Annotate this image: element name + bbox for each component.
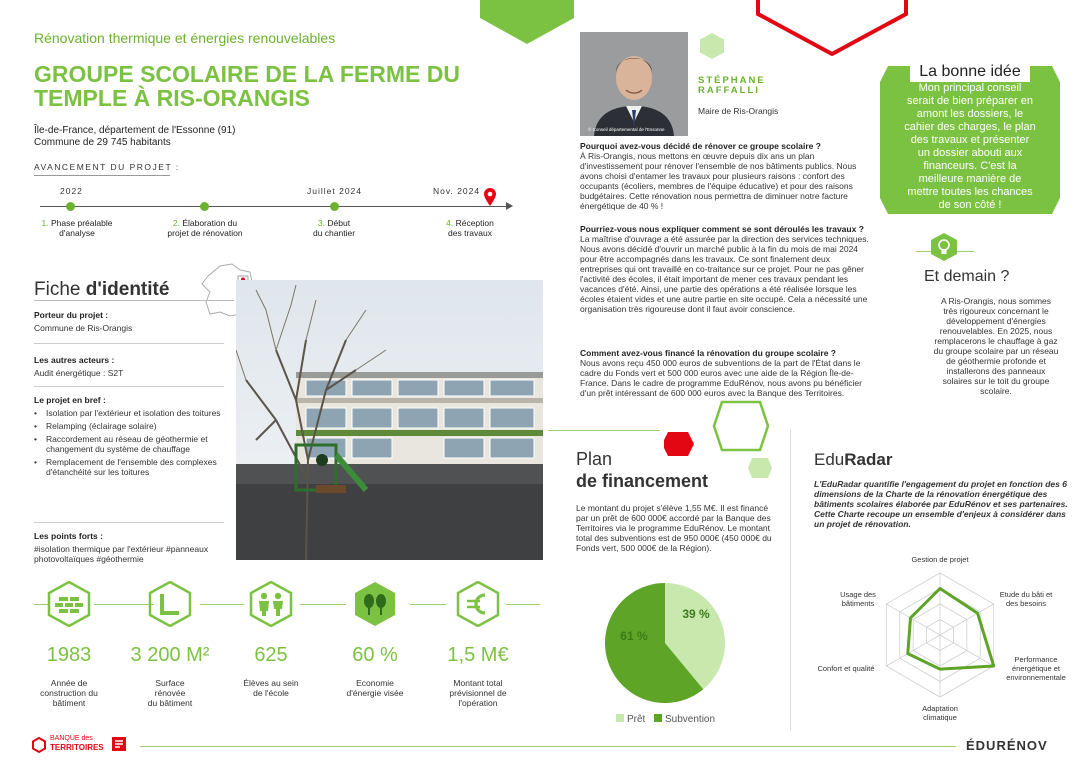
text-line: un dossier abouti aux <box>917 147 1023 159</box>
step-text: Début <box>327 218 351 228</box>
legend-label: Subvention <box>665 714 716 725</box>
text-line: serait de bien préparer en <box>907 95 1033 107</box>
timeline-dot <box>330 202 339 211</box>
surface-icon <box>147 581 193 627</box>
timeline-date: Nov. 2024 <box>433 186 481 196</box>
financing-pie-chart <box>600 578 730 708</box>
radar-label-line: climatique <box>923 713 957 722</box>
timeline-date: Juillet 2024 <box>307 186 363 196</box>
location-info <box>34 125 235 149</box>
divider <box>34 522 224 523</box>
step-text: Phase préalable <box>51 218 113 228</box>
radar-axis-label <box>990 590 1062 608</box>
photo-credit: © Conseil départemental de l'Essonne <box>588 127 665 132</box>
stat-label <box>325 678 425 698</box>
forts-block <box>34 531 224 564</box>
text-line: du groupe scolaire par un réseau <box>933 346 1059 356</box>
acteurs-block <box>34 355 224 378</box>
fiche-title <box>34 279 169 301</box>
timeline-dot <box>200 202 209 211</box>
fiche-title-light: Fiche <box>34 279 86 300</box>
text-line: meilleure manière de <box>918 173 1022 185</box>
radar-label-line: Etude du bâti et <box>999 590 1053 599</box>
list-item: • Remplacement de l'ensemble des complexes d'étanchéité sur les toitures <box>34 457 224 477</box>
stat-label-line: d'énergie visée <box>346 688 404 698</box>
question: Pourquoi avez-vous décidé de rénover ce groupe scolaire ? <box>580 141 821 151</box>
radar-label-line: environnementale <box>1006 673 1066 682</box>
bref-list <box>34 408 224 477</box>
timeline-line <box>40 206 510 207</box>
step-text: projet de rénovation <box>167 228 243 238</box>
step-number: 2. <box>172 218 180 228</box>
forts-value: #isolation thermique par l'extérieur #panneaux photovoltaïques #géothermie <box>34 544 209 564</box>
bdt-big-text: TERRITOIRES <box>50 743 104 752</box>
bdt-small-text: BANQUE des <box>50 735 93 742</box>
stat-label-line: Surface <box>155 678 185 688</box>
text-line: scolaire. <box>980 386 1012 396</box>
answer: À Ris-Orangis, nous mettons en œuvre depuis dix ans un plan d'investissement pour rénover l'ensemble de nos bâtiments publics. Nous avons choisi d'entamer les travaux pour plusieurs raisons : confort des occupants (écoliers, membres de l'équipe éducative) et pour des raisons budgétaires. Cette rénovation nous permettra de diminuer notre facture énergétique de 40 % ! <box>580 151 857 211</box>
timeline-dot <box>66 202 75 211</box>
step-text: du chantier <box>312 228 356 238</box>
last-name: RAFFALLI <box>698 85 760 96</box>
text-line: financeurs. C'est la <box>923 160 1017 172</box>
euro-icon <box>455 581 501 627</box>
radar-axis-label <box>900 555 980 564</box>
text-line: amont les dossiers, le <box>916 108 1024 120</box>
stat-label <box>428 678 528 708</box>
stat-label-line: rénovée <box>154 688 186 698</box>
stat-label <box>120 678 220 708</box>
children-icon <box>248 581 294 627</box>
text-line: très rigoureux concernant le <box>943 306 1049 316</box>
fiche-underline <box>34 300 234 301</box>
answer: Nous avons reçu 450 000 euros de subventions de la part de l'État dans le cadre du Fonds vert et 500 000 euros avec une aide de la Région Île-de-France. Dans le cadre de programme EduRénov, nous avons pu bénéficier d'un prêt intéressant de 600 000 euros avec la Banque des Territoires. <box>580 358 862 398</box>
list-item: • Isolation par l'extérieur et isolation des toitures <box>34 408 224 418</box>
qa-block <box>580 141 870 211</box>
interviewee-role: Maire de Ris-Orangis <box>698 106 779 116</box>
text-line: A Ris-Orangis, nous sommes <box>940 296 1052 306</box>
timeline-step <box>415 218 525 238</box>
stats-divider <box>410 604 446 605</box>
text-line: mettre toutes les chances <box>907 186 1033 198</box>
green-hexagon-shape <box>480 0 574 46</box>
radar-label-line: énergétique et <box>1012 664 1060 673</box>
text-line: installerons des panneaux <box>946 366 1046 376</box>
radar-label-line: des besoins <box>1005 599 1047 608</box>
qa-block <box>580 224 870 314</box>
acteurs-value: Audit énergétique : S2T <box>34 368 124 378</box>
porteur-heading: Porteur du projet : <box>34 310 109 320</box>
page-title: GROUPE SCOLAIRE DE LA FERME DU TEMPLE À RIS-ORANGIS <box>34 61 460 111</box>
stat-label-line: prévisionnel de <box>449 688 507 698</box>
divider <box>34 343 224 344</box>
stat-label-line: de l'école <box>253 688 289 698</box>
qa-block <box>580 348 870 398</box>
radar-axis-label <box>900 704 980 722</box>
plan-text: Le montant du projet s'élève 1,55 M€. Il est financé par un prêt de 600 000€ accordé par la Banque des Territoires via le programme EduRénov. Le montant total des subventions est de 950 000€ (450 000€ du Fonds vert, 500 000€ de la Région). <box>576 503 772 553</box>
step-text: Élaboration du <box>182 218 238 228</box>
radar-label-line: Performance <box>1014 655 1058 664</box>
stat-label-line: l'opération <box>458 698 498 708</box>
pie-slice-label: 39 % <box>682 606 710 621</box>
cdc-logo-icon <box>112 737 126 751</box>
legend-swatch <box>616 714 624 722</box>
timeline-step <box>150 218 260 238</box>
pie-slice-label: 61 % <box>620 629 648 644</box>
legend-item <box>654 714 715 725</box>
radar-axis-label <box>808 664 884 673</box>
footer-line <box>140 746 956 747</box>
stat-label-line: bâtiment <box>52 698 86 708</box>
text-line: renouvelables. En 2025, nous <box>939 326 1053 336</box>
bonne-idee-title: La bonne idée <box>919 63 1021 80</box>
porteur-block <box>34 310 224 333</box>
list-item: • Relamping (éclairage solaire) <box>34 421 224 431</box>
fiche-title-bold: d'identité <box>85 279 170 300</box>
text-line: des travaux et présenter <box>910 134 1030 146</box>
plan-title-line: Plan <box>576 449 613 469</box>
eduradar-title-light: Edu <box>814 450 845 469</box>
stat-value: 1,5 M€ <box>447 644 509 666</box>
stat-label-line: Montant total <box>453 678 503 688</box>
interviewee-name <box>698 76 818 96</box>
plan-divider <box>548 430 660 431</box>
eduradar-title <box>814 450 892 470</box>
lightbulb-icon <box>930 232 958 262</box>
legend-swatch <box>654 714 662 722</box>
question: Comment avez-vous financé la rénovation du groupe scolaire ? <box>580 348 837 358</box>
first-name: STÉPHANE <box>698 75 766 86</box>
text-line: cahier des charges, le plan <box>904 121 1036 133</box>
stats-divider <box>300 604 346 605</box>
bdt-hexagon-icon <box>32 737 46 753</box>
stat-value: 1983 <box>46 644 92 666</box>
legend-item <box>616 714 645 725</box>
eduradar-title-bold: Radar <box>844 450 893 469</box>
answer: La maîtrise d'ouvrage a été assurée par la direction des services techniques. Nous avons décidé d'ouvrir un marché public à la fin du mois de mai 2024 pour être accompagnés dans les travaux. Ce sont finalement deux entreprises qui ont travaillé en co-traitance sur ce projet. Pour ne pas gêner l'activité des écoles, il était important de mener ces travaux pendant les vacances d'été. Ainsi, une partie des opérations a été réalisée lorsque les écoles étaient vides et une autre partie en site occupé. Cela a nécessité une organisation très rigoureuse dont il faut avoir conscience. <box>580 234 869 314</box>
divider <box>34 386 224 387</box>
red-hexagon-shape <box>384 0 434 16</box>
timeline-arrow-icon <box>506 202 513 210</box>
stat-label <box>19 678 119 708</box>
plan-title-line: de financement <box>576 471 709 491</box>
bref-block <box>34 395 224 480</box>
eduradar-chart <box>870 565 1010 705</box>
text-line: développement d'énergies <box>946 316 1046 326</box>
text-line: solaires sur le toit du groupe <box>942 376 1050 386</box>
stat-label-line: Élèves au sein <box>243 678 299 688</box>
brick-wall-icon <box>46 581 92 627</box>
acteurs-heading: Les autres acteurs : <box>34 355 115 365</box>
bonne-idee-text <box>890 82 1050 212</box>
timeline-date: 2022 <box>60 186 83 196</box>
legend-label: Prêt <box>627 714 646 725</box>
step-number: 1. <box>41 218 49 228</box>
step-text: des travaux <box>448 228 492 238</box>
list-item: • Raccordement au réseau de géothermie et changement du système de chauffage <box>34 434 224 454</box>
radar-axis-label <box>996 655 1076 682</box>
text-line: Mon principal conseil <box>918 82 1022 94</box>
timeline-step <box>279 218 389 238</box>
commune-text: Commune de 29 745 habitants <box>34 137 171 148</box>
step-number: 3. <box>317 218 326 228</box>
step-text: d'analyse <box>59 228 95 238</box>
plan-title <box>576 448 708 492</box>
step-text: Réception <box>455 218 494 228</box>
stats-divider <box>94 604 154 605</box>
school-photo <box>236 280 543 560</box>
mayor-portrait <box>580 32 688 136</box>
demain-title: Et demain ? <box>924 268 1010 285</box>
stat-value: 625 <box>254 644 288 666</box>
timeline-step <box>22 218 132 238</box>
column-separator <box>790 430 791 730</box>
trees-icon <box>352 581 398 627</box>
small-green-hexagon-shape <box>700 33 724 59</box>
radar-label-line: Adaptation <box>922 704 958 713</box>
stat-value: 3 200 M² <box>130 644 210 666</box>
eduradar-text: L'EduRadar quantifie l'engagement du projet en fonction des 6 dimensions de la Charte de la rénovation énergétique des bâtiments scolaires élaborée par EduRénov et ses partenaires. Cette Charte recoupe un ensemble d'enjeux à considérer dans un projet de rénovation. <box>814 479 1068 529</box>
location-pin-icon <box>484 188 496 206</box>
demain-text <box>920 296 1072 396</box>
text-line: de géothermie profonde et <box>946 356 1046 366</box>
radar-label-line: Confort et qualité <box>817 664 875 673</box>
forts-heading: Les points forts : <box>34 531 103 541</box>
category-label: Rénovation thermique et énergies renouvelables <box>34 30 336 46</box>
bref-heading: Le projet en bref : <box>34 395 106 405</box>
red-outline-hexagon-shape <box>752 0 912 60</box>
stat-label-line: Année de <box>50 678 88 688</box>
step-number: 4. <box>446 218 454 228</box>
stat-label-line: Economie <box>356 678 394 688</box>
region-text: Île-de-France, département de l'Essonne (91) <box>34 125 236 136</box>
stat-label-line: du bâtiment <box>147 698 193 708</box>
text-line: remplacerons le chauffage à gaz <box>934 336 1058 346</box>
edurenov-logo: ÉDURÉNOV <box>966 738 1048 753</box>
stat-label-line: construction du <box>40 688 98 698</box>
stats-divider <box>506 604 540 605</box>
progress-underline <box>34 175 170 176</box>
progress-label: AVANCEMENT DU PROJET : <box>34 162 180 172</box>
porteur-value: Commune de Ris-Orangis <box>34 323 133 333</box>
question: Pourriez-vous nous expliquer comment se sont déroulés les travaux ? <box>580 224 864 234</box>
radar-axis-label <box>826 590 890 608</box>
text-line: de son côté ! <box>938 199 1002 211</box>
radar-label-line: Gestion de projet <box>911 555 969 564</box>
radar-label-line: bâtiments <box>841 599 875 608</box>
radar-label-line: Usage des <box>840 590 876 599</box>
stats-divider <box>200 604 244 605</box>
stat-value: 60 % <box>352 644 398 666</box>
stat-label <box>221 678 321 698</box>
